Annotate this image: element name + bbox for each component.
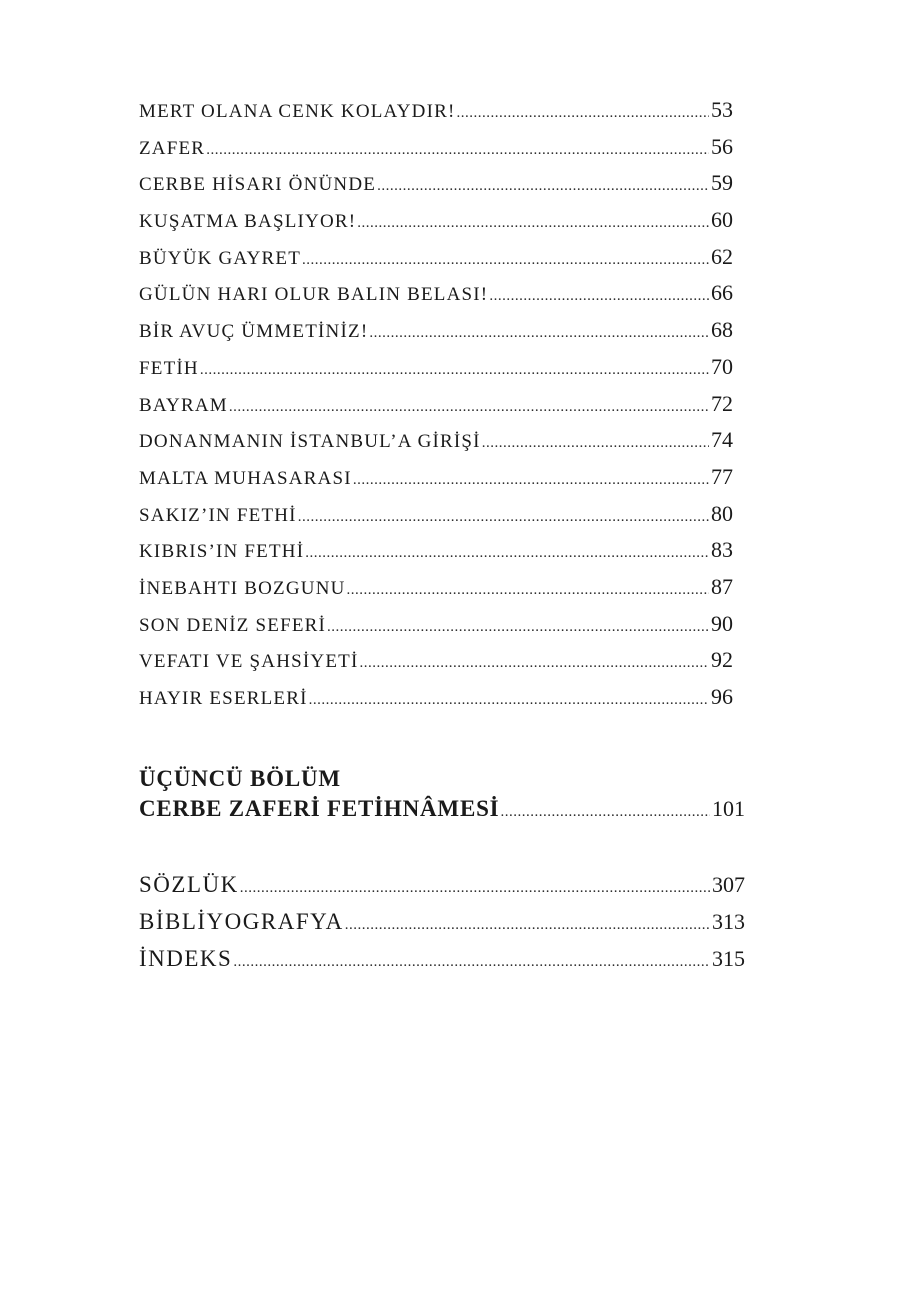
dot-leader xyxy=(482,435,709,452)
dot-leader xyxy=(302,252,709,269)
dot-leader xyxy=(229,399,709,416)
toc-entry xyxy=(139,354,733,391)
toc-entry-page: 92 xyxy=(711,647,733,673)
toc-entry xyxy=(139,464,733,501)
section-page: 101 xyxy=(712,796,745,821)
dot-leader xyxy=(359,655,709,672)
toc-entry xyxy=(139,97,733,134)
dot-leader xyxy=(305,545,709,562)
back-matter-entry xyxy=(139,946,745,983)
dot-leader xyxy=(369,325,709,342)
toc-entry-page: 74 xyxy=(711,427,733,453)
toc-entry-page: 56 xyxy=(711,133,733,159)
toc-entry-title: BÜYÜK GAYRET xyxy=(139,247,302,269)
dot-leader xyxy=(233,954,710,971)
section-heading-block xyxy=(139,762,745,832)
back-matter-title: SÖZLÜK xyxy=(139,872,239,897)
dot-leader xyxy=(357,215,709,232)
toc-entry xyxy=(139,170,733,207)
toc-entry-title: MERT OLANA CENK KOLAYDIR! xyxy=(139,101,456,122)
dot-leader xyxy=(347,582,709,599)
toc-entry-title: KUŞATMA BAŞLIYOR! xyxy=(139,211,357,233)
back-matter-page: 315 xyxy=(712,946,745,971)
back-matter-title: İNDEKS xyxy=(139,946,233,971)
dot-leader xyxy=(457,105,709,122)
toc-entry-page: 53 xyxy=(711,97,733,122)
dot-leader xyxy=(200,362,709,379)
toc-entry-page: 96 xyxy=(711,684,733,709)
toc-entry-title: BAYRAM xyxy=(139,394,228,416)
toc-entry-page: 77 xyxy=(711,463,733,489)
section-title: CERBE ZAFERİ FETİHNÂMESİ xyxy=(139,796,500,821)
toc-entry xyxy=(139,611,733,648)
toc-entry xyxy=(139,207,733,244)
toc-entry-title: DONANMANIN İSTANBUL’A GİRİŞİ xyxy=(139,431,481,453)
section-label: ÜÇÜNCÜ BÖLÜM xyxy=(139,766,341,791)
toc-entry-title: GÜLÜN HARI OLUR BALIN BELASI! xyxy=(139,284,489,306)
toc-entry-page: 70 xyxy=(711,353,733,379)
toc-entry xyxy=(139,280,733,317)
toc-entry-page: 90 xyxy=(711,610,733,636)
toc-entry-page: 68 xyxy=(711,317,733,343)
dot-leader xyxy=(327,619,709,636)
dot-leader xyxy=(345,917,710,934)
back-matter-page: 307 xyxy=(712,872,745,897)
toc-entry xyxy=(139,391,733,428)
dot-leader xyxy=(353,472,709,489)
dot-leader xyxy=(500,804,710,821)
dot-leader xyxy=(489,288,709,305)
dot-leader xyxy=(240,880,710,897)
toc-entry-page: 83 xyxy=(711,537,733,563)
toc-entry xyxy=(139,574,733,611)
toc-entry-title: BİR AVUÇ ÜMMETİNİZ! xyxy=(139,321,369,343)
toc-entry-title: KIBRIS’IN FETHİ xyxy=(139,541,305,563)
toc-entry-title: İNEBAHTI BOZGUNU xyxy=(139,577,346,599)
toc-entry-page: 62 xyxy=(711,243,733,269)
toc-entry xyxy=(139,244,733,281)
toc-entry xyxy=(139,537,733,574)
toc-entry-page: 87 xyxy=(711,573,733,599)
toc-entry xyxy=(139,317,733,354)
toc-entry-page: 80 xyxy=(711,500,733,526)
dot-leader xyxy=(309,692,709,709)
toc-entry xyxy=(139,427,733,464)
dot-leader xyxy=(206,142,709,159)
dot-leader xyxy=(298,509,709,526)
toc-entry-page: 66 xyxy=(711,280,733,306)
toc-entry-title: HAYIR ESERLERİ xyxy=(139,688,308,709)
toc-entry-title: CERBE HİSARI ÖNÜNDE xyxy=(139,174,377,196)
toc-entry xyxy=(139,501,733,538)
back-matter-entry xyxy=(139,872,745,909)
back-matter-title: BİBLİYOGRAFYA xyxy=(139,909,344,934)
toc-entry-page: 60 xyxy=(711,207,733,233)
toc-entry-title: MALTA MUHASARASI xyxy=(139,467,352,489)
dot-leader xyxy=(377,178,709,195)
toc-entry-page: 59 xyxy=(711,170,733,196)
back-matter-entry xyxy=(139,909,745,946)
toc-entry xyxy=(139,134,733,171)
toc-entry-title: SAKIZ’IN FETHİ xyxy=(139,504,297,526)
toc-entry-title: VEFATI VE ŞAHSİYETİ xyxy=(139,651,359,673)
back-matter-list xyxy=(139,872,745,983)
toc-entry-title: ZAFER xyxy=(139,137,206,159)
toc-entry-title: SON DENİZ SEFERİ xyxy=(139,614,327,636)
toc-entry-page: 72 xyxy=(711,390,733,416)
toc-entry xyxy=(139,647,733,684)
toc-entry xyxy=(139,684,733,721)
back-matter-page: 313 xyxy=(712,909,745,934)
section-entry xyxy=(139,796,745,832)
toc-list xyxy=(139,97,733,721)
toc-entry-title: FETİH xyxy=(139,357,199,379)
